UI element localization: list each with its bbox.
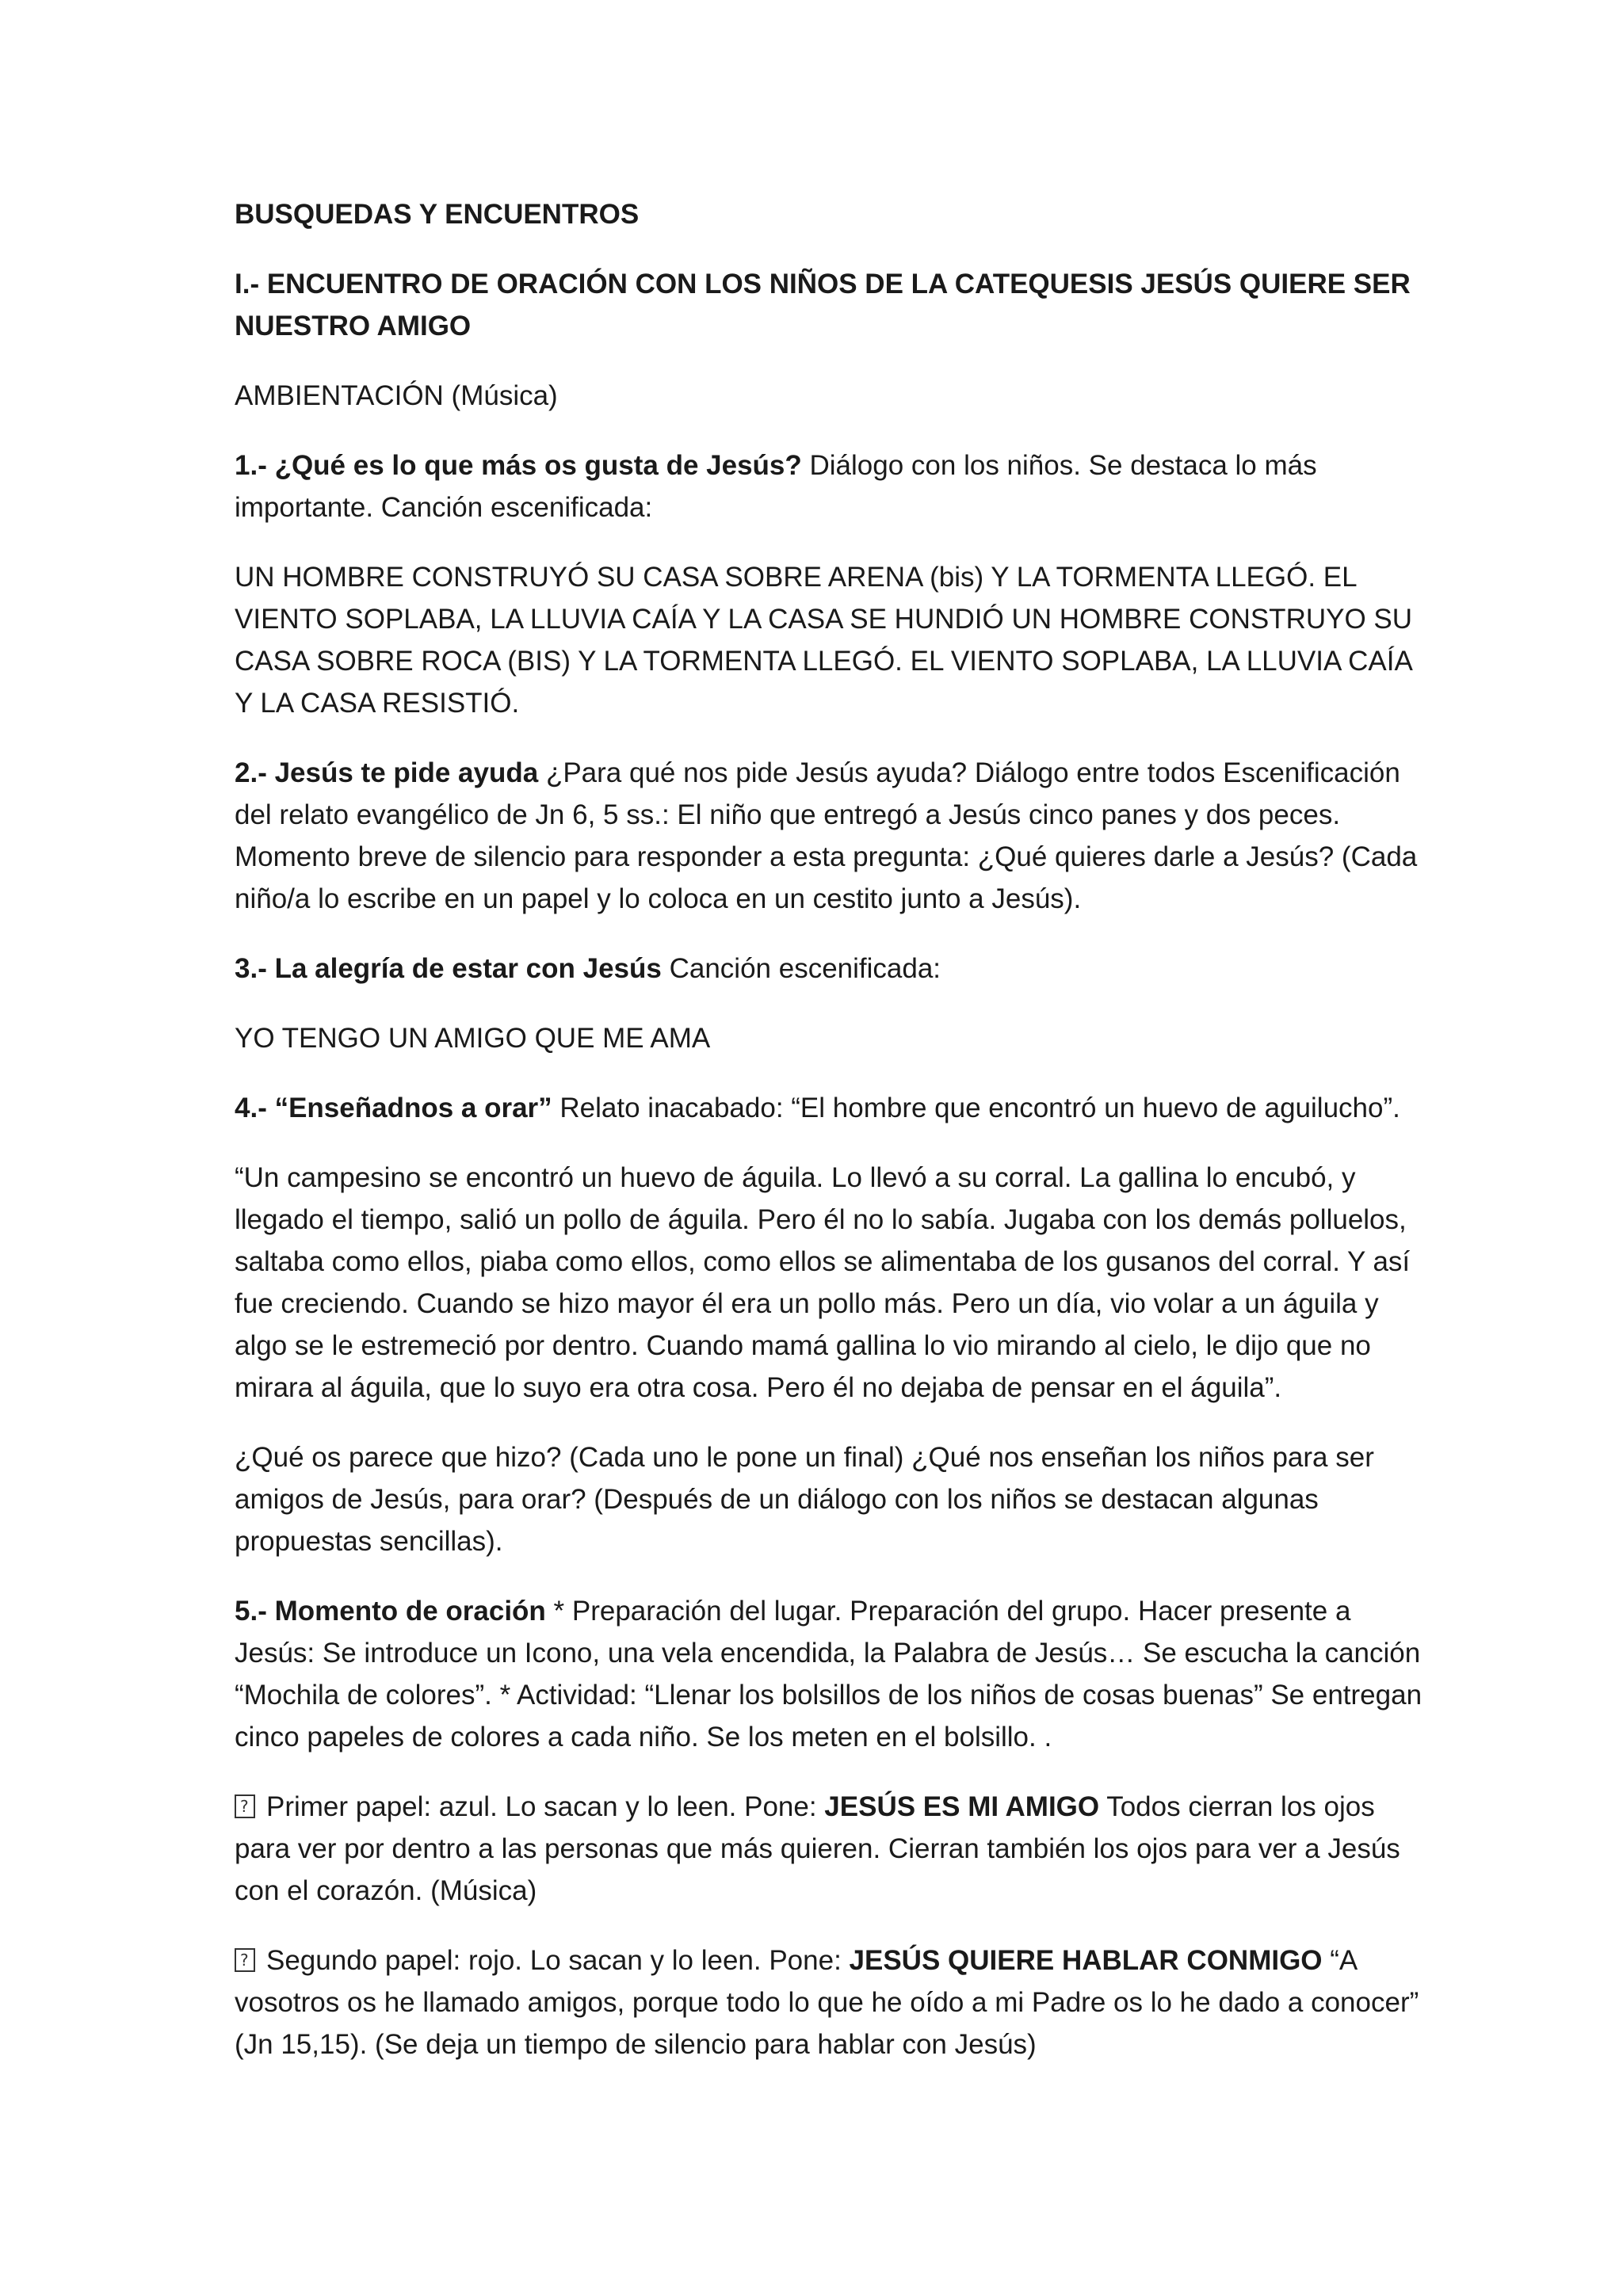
missing-glyph-bullet-icon (235, 1948, 255, 1972)
missing-glyph-bullet-icon (235, 1794, 255, 1818)
section-1-heading: 1.- ¿Qué es lo que más os gusta de Jesús? (235, 450, 802, 481)
section-4-text: Relato inacabado: “El hombre que encontró un huevo de aguilucho”. (552, 1093, 1400, 1123)
section-3 (235, 948, 1423, 990)
section-3-text: Canción escenificada: (661, 953, 941, 984)
section-1-text: Diálogo con los niños. Se destaca lo más importante. Canción escenificada: (235, 450, 1317, 523)
questions-paragraph: ¿Qué os parece que hizo? (Cada uno le pone un final) ¿Qué nos enseñan los niños para ser amigos de Jesús, para orar? (Después de un diálogo con los niños se destacan algunas propuestas sencillas). (235, 1442, 1374, 1557)
section-5-heading: 5.- Momento de oración (235, 1596, 546, 1627)
document-body (235, 193, 1423, 2093)
section-2 (235, 752, 1423, 920)
section-1 (235, 444, 1423, 528)
section-2-text: ¿Para qué nos pide Jesús ayuda? Diálogo entre todos Escenificación del relato evangélico de Jn 6, 5 ss.: El niño que entregó a Jesús cinco panes y dos peces. Momento breve de silencio para responder a esta pregunta: ¿Qué quieres darle a Jesús? (Cada niño/a lo escribe en un papel y lo coloca en un cestito junto a Jesús). (235, 757, 1418, 914)
section-5 (235, 1590, 1423, 1758)
document-title: BUSQUEDAS Y ENCUENTROS (235, 199, 640, 230)
bullet-item-1: ?Primer papel: azul. Lo sacan y lo leen. Pone: JESÚS ES MI AMIGO Todos cierran los ojos para ver por dentro a las personas que más quieren. Cierran también los ojos para ver a Jesús con el corazón. (Música) (235, 1786, 1423, 1912)
section-2-heading: 2.- Jesús te pide ayuda (235, 757, 539, 788)
section-5-text: * Preparación del lugar. Preparación del grupo. Hacer presente a Jesús: Se introduce un Icono, una vela encendida, la Palabra de Jesús… Se escucha la canción “Mochila de colores”. * Actividad: “Llenar los bolsillos de los niños de cosas buenas” Se entregan cinco papeles de colores a cada niño. Se los meten en el bolsillo. . (235, 1596, 1423, 1753)
song-lyrics-2: YO TENGO UN AMIGO QUE ME AMA (235, 1023, 711, 1054)
document-subtitle: I.- ENCUENTRO DE ORACIÓN CON LOS NIÑOS DE LA CATEQUESIS JESÚS QUIERE SER NUESTRO AMIGO (235, 269, 1411, 341)
section-3-heading: 3.- La alegría de estar con Jesús (235, 953, 662, 984)
section-4 (235, 1087, 1423, 1129)
song-lyrics-1: UN HOMBRE CONSTRUYÓ SU CASA SOBRE ARENA (bis) Y LA TORMENTA LLEGÓ. EL VIENTO SOPLABA, LA LLUVIA CAÍA Y LA CASA SE HUNDIÓ UN HOMBRE CONSTRUYO SU CASA SOBRE ROCA (BIS) Y LA TORMENTA LLEGÓ. EL VIENTO SOPLABA, LA LLUVIA CAÍA Y LA CASA RESISTIÓ. (235, 562, 1413, 719)
section-4-heading: 4.- “Enseñadnos a orar” (235, 1093, 552, 1123)
bullet-item-2: ?Segundo papel: rojo. Lo sacan y lo leen. Pone: JESÚS QUIERE HABLAR CONMIGO “A vosotros os he llamado amigos, porque todo lo que he oído a mi Padre os lo he dado a conocer” (Jn 15,15). (Se deja un tiempo de silencio para hablar con Jesús) (235, 1939, 1423, 2065)
ambientacion-line: AMBIENTACIÓN (Música) (235, 380, 558, 411)
story-paragraph: “Un campesino se encontró un huevo de águila. Lo llevó a su corral. La gallina lo encubó, y llegado el tiempo, salió un pollo de águila. Pero él no lo sabía. Jugaba con los demás polluelos, saltaba como ellos, piaba como ellos, como ellos se alimentaba de los gusanos del corral. Y así fue creciendo. Cuando se hizo mayor él era un pollo más. Pero un día, vio volar a un águila y algo se le estremeció por dentro. Cuando mamá gallina lo vio mirando al cielo, le dijo que no mirara al águila, que lo suyo era otra cosa. Pero él no dejaba de pensar en el águila”. (235, 1162, 1411, 1403)
